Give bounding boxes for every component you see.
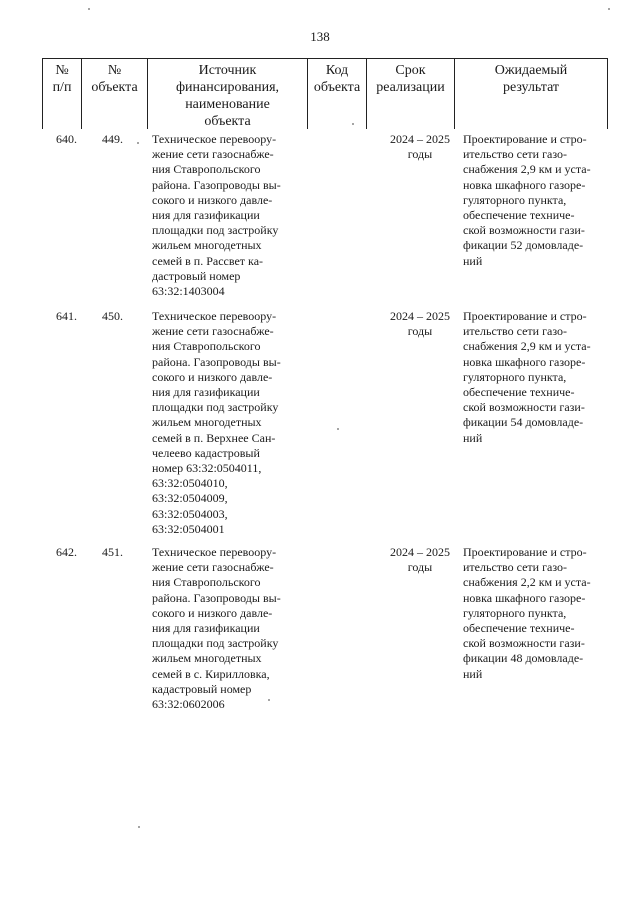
row-num-pp: 641. xyxy=(56,309,77,323)
row-num-obj: 449. xyxy=(102,132,123,146)
row-term: 2024 – 2025 годы xyxy=(390,545,450,575)
row-num-obj: 450. xyxy=(102,309,123,323)
scan-speck xyxy=(137,142,139,144)
header-result: Ожидаемый результат xyxy=(454,59,608,129)
row-num-pp: 642. xyxy=(56,545,77,559)
table-header xyxy=(42,58,608,129)
scan-speck xyxy=(268,699,270,701)
row-result: Проектирование и стро- ительство сети газо- снабжения 2,2 км и уста- новка шкафного газоре- гуляторного пункта, обеспечение техниче- ской возможности гази- фикации 48 домовладе- ний xyxy=(463,545,591,681)
row-source: Техническое перевоору- жение сети газоснабже- ния Ставропольского района. Газопроводы вы- сокого и низкого давле- ния для газификации площадки под застройку жильем многодетных семей в п. Рассвет ка- дастровый номер 63:32:1403004 xyxy=(152,132,281,299)
header-num-pp: № п/п xyxy=(42,59,81,129)
row-source: Техническое перевоору- жение сети газоснабже- ния Ставропольского района. Газопроводы вы- сокого и низкого давле- ния для газификации площадки под застройку жильем многодетных семей в п. Верхнее Сан- челеево кадастровый номер 63:32:0504011, 63:32:0504010, 63:32:0504009, 63:32:0504003, 63:32:0504001 xyxy=(152,309,281,536)
header-source: Источник финансирования, наименование объекта xyxy=(147,59,307,129)
header-num-obj: № объекта xyxy=(81,59,147,129)
header-term: Срок реализации xyxy=(366,59,454,129)
row-result: Проектирование и стро- ительство сети газо- снабжения 2,9 км и уста- новка шкафного газоре- гуляторного пункта, обеспечение техниче- ской возможности гази- фикации 52 домовладе- ний xyxy=(463,132,591,268)
scan-speck xyxy=(352,123,354,125)
row-term: 2024 – 2025 годы xyxy=(390,132,450,162)
page-number: 138 xyxy=(310,29,330,44)
row-num-obj: 451. xyxy=(102,545,123,559)
scan-speck xyxy=(608,8,610,10)
scan-speck xyxy=(88,8,90,10)
row-term: 2024 – 2025 годы xyxy=(390,309,450,339)
row-num-pp: 640. xyxy=(56,132,77,146)
scan-speck xyxy=(138,826,140,828)
scan-speck xyxy=(337,428,339,430)
header-code: Код объекта xyxy=(307,59,366,129)
row-source: Техническое перевоору- жение сети газоснабже- ния Ставропольского района. Газопроводы вы- сокого и низкого давле- ния для газификации площадки под застройку жильем многодетных семей в с. Кирилловка, кадастровый номер 63:32:0602006 xyxy=(152,545,281,712)
row-result: Проектирование и стро- ительство сети газо- снабжения 2,9 км и уста- новка шкафного газоре- гуляторного пункта, обеспечение техниче- ской возможности гази- фикации 54 домовладе- ний xyxy=(463,309,591,445)
